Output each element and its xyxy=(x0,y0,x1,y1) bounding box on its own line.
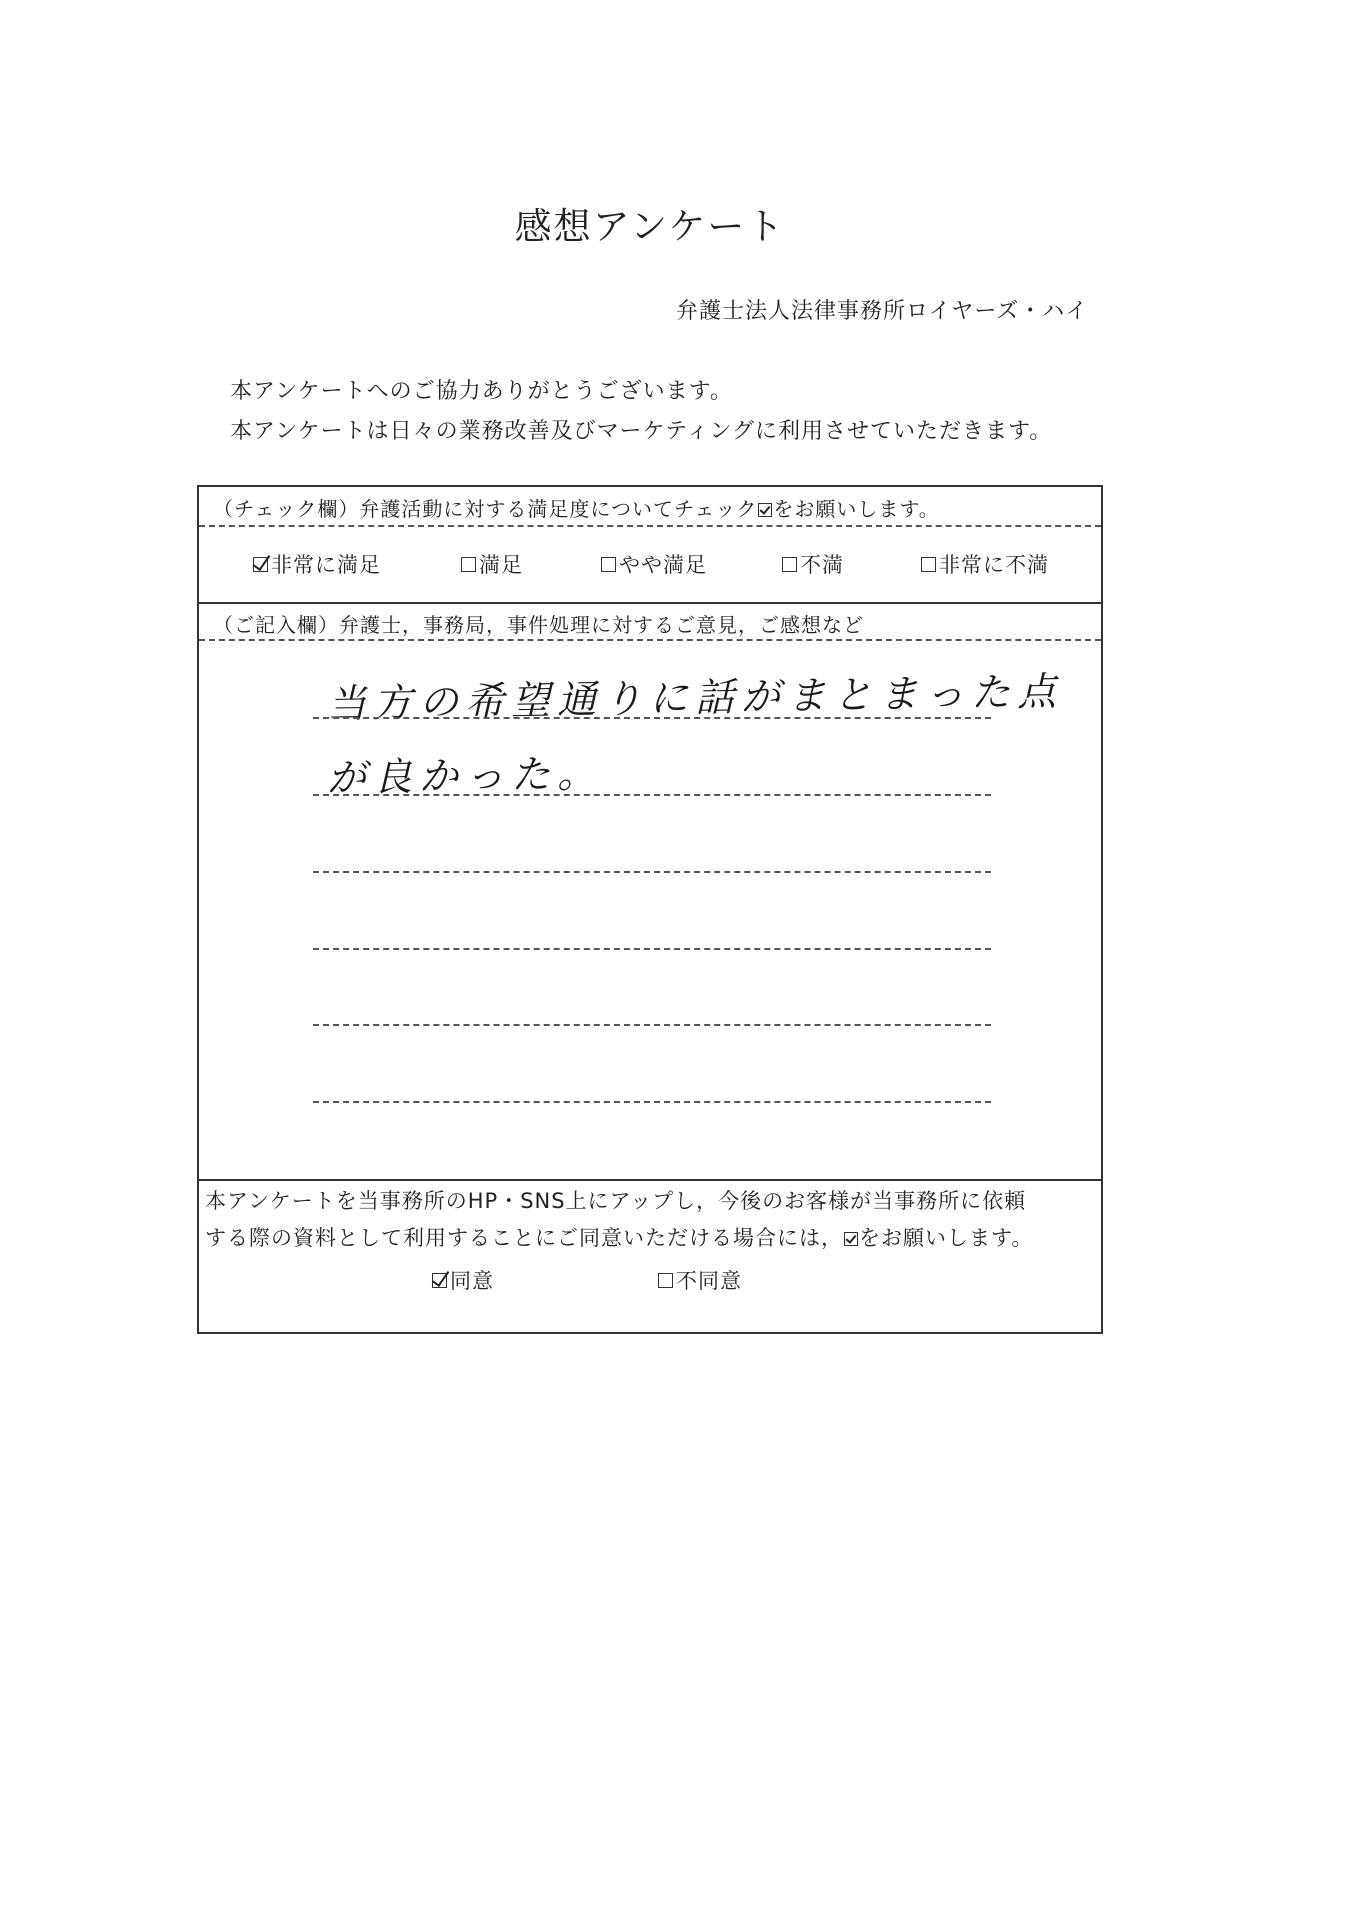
checkbox-icon[interactable] xyxy=(601,557,616,572)
writing-line xyxy=(313,1101,991,1103)
checkbox-example-icon xyxy=(844,1232,858,1246)
checkbox-icon[interactable] xyxy=(921,557,936,572)
divider xyxy=(199,525,1101,527)
comments-header: （ご記入欄）弁護士，事務局，事件処理に対するご意見，ご感想など xyxy=(213,613,864,637)
option-satisfied[interactable] xyxy=(461,549,523,579)
intro-thanks: 本アンケートへのご協力ありがとうございます。 xyxy=(230,379,733,404)
option-disagree[interactable] xyxy=(658,1265,742,1295)
checkbox-checked-icon[interactable] xyxy=(432,1273,447,1288)
option-very-satisfied[interactable] xyxy=(253,549,381,579)
handwritten-comment-line-1: 当方の希望通りに話がまとまった点 xyxy=(326,669,1064,728)
option-label: やや満足 xyxy=(619,553,707,577)
consent-text-line-1: 本アンケートを当事務所のHP・SNS上にアップし，今後のお客様が当事務所に依頼 xyxy=(205,1189,1027,1213)
handwritten-comment-line-2: が良かった。 xyxy=(326,751,604,802)
option-somewhat-satisfied[interactable] xyxy=(601,549,707,579)
checkbox-icon[interactable] xyxy=(461,557,476,572)
section-divider xyxy=(199,1179,1101,1181)
option-agree[interactable] xyxy=(432,1265,494,1295)
satisfaction-header-suffix: をお願いします。 xyxy=(773,497,940,521)
page-title: 感想アンケート xyxy=(514,205,786,248)
satisfaction-header-text: （チェック欄）弁護活動に対する満足度についてチェック xyxy=(213,497,758,521)
option-label: 非常に不満 xyxy=(939,553,1049,577)
checkbox-icon[interactable] xyxy=(658,1273,673,1288)
writing-line xyxy=(313,871,991,873)
divider xyxy=(199,639,1101,641)
intro-usage: 本アンケートは日々の業務改善及びマーケティングに利用させていただきます。 xyxy=(230,419,1053,444)
option-label: 同意 xyxy=(450,1269,494,1293)
option-dissatisfied[interactable] xyxy=(782,549,844,579)
option-very-dissatisfied[interactable] xyxy=(921,549,1049,579)
option-label: 満足 xyxy=(479,553,523,577)
option-label: 非常に満足 xyxy=(271,553,381,577)
option-label: 不同意 xyxy=(676,1269,742,1293)
writing-line xyxy=(313,1024,991,1026)
consent-text-line-2 xyxy=(205,1222,1033,1252)
checkbox-checked-icon[interactable] xyxy=(253,557,268,572)
checkbox-example-icon xyxy=(758,503,772,517)
checkbox-icon[interactable] xyxy=(782,557,797,572)
survey-form xyxy=(197,485,1103,1334)
writing-line xyxy=(313,948,991,950)
consent-text-suffix: をお願いします。 xyxy=(859,1226,1034,1250)
consent-text: する際の資料として利用することにご同意いただける場合には， xyxy=(205,1226,843,1250)
writing-line xyxy=(313,794,991,796)
firm-name: 弁護士法人法律事務所ロイヤーズ・ハイ xyxy=(676,299,1089,324)
section-divider xyxy=(199,602,1101,604)
option-label: 不満 xyxy=(800,553,844,577)
satisfaction-header xyxy=(213,493,940,522)
writing-line xyxy=(313,717,991,719)
